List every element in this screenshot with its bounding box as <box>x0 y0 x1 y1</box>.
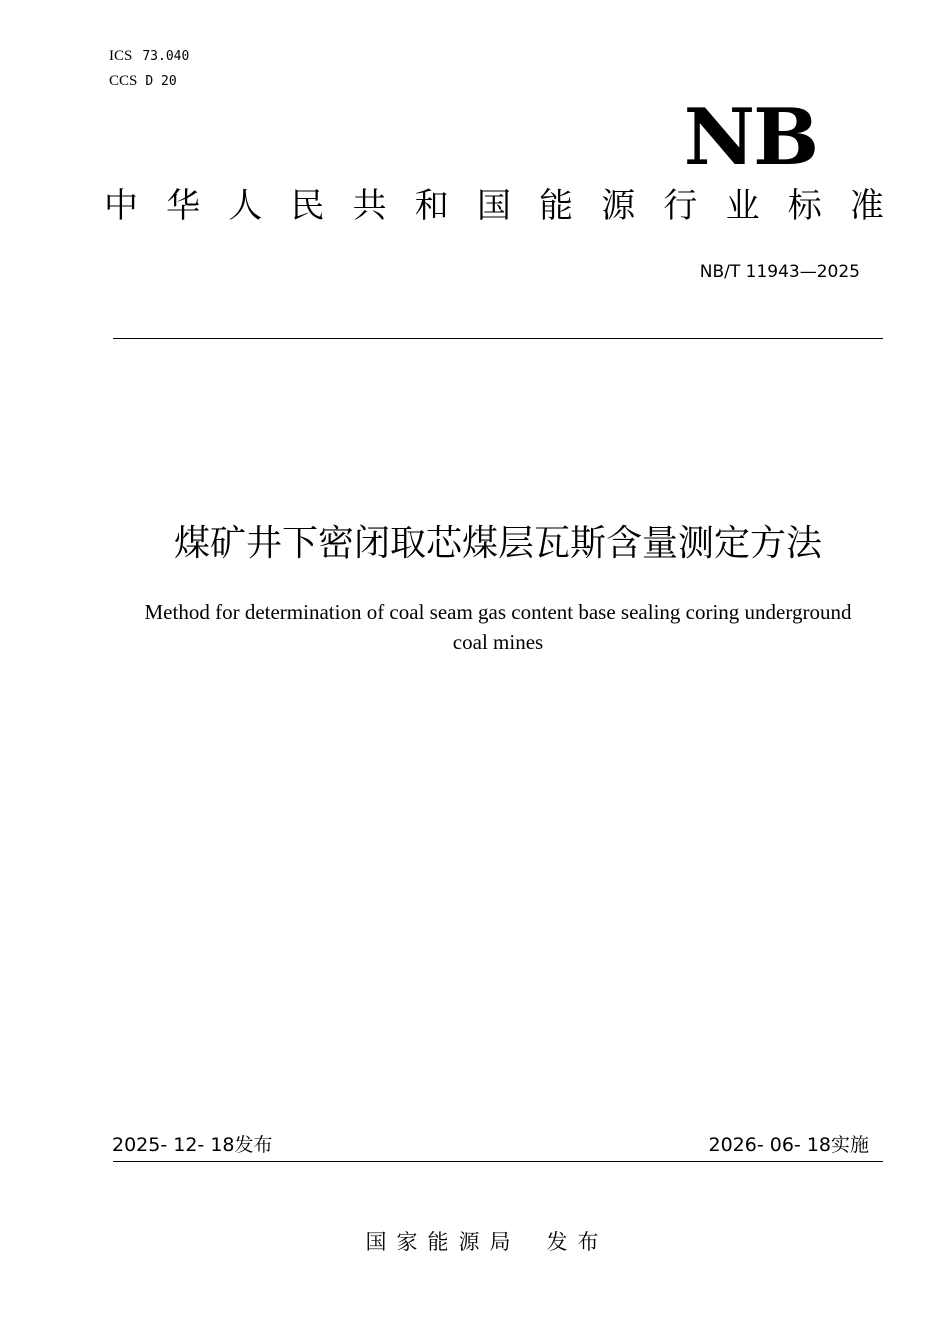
classification-codes <box>109 44 189 94</box>
nb-logo: NB <box>683 92 817 183</box>
ccs-label: CCS <box>109 73 138 89</box>
standard-title-char: 业 <box>725 186 760 226</box>
publisher-line <box>0 1226 950 1258</box>
ccs-value: D 20 <box>145 74 177 89</box>
document-title-en <box>100 597 896 657</box>
standard-title-char: 行 <box>663 186 698 226</box>
ics-row <box>109 44 189 69</box>
issue-date: 2025- 12- 18发布 <box>112 1134 273 1156</box>
implementation-date: 2026- 06- 18实施 <box>708 1134 869 1156</box>
standard-title-char: 准 <box>849 186 884 226</box>
standard-title-char: 共 <box>352 186 387 226</box>
standard-title-char: 中 <box>104 186 138 226</box>
standard-title-char: 国 <box>476 186 511 226</box>
standard-title-char: 人 <box>228 186 263 226</box>
publisher-action: 发布 <box>546 1230 609 1254</box>
ics-value: 73.040 <box>142 49 190 64</box>
document-title-en-line2: coal mines <box>452 630 544 654</box>
standard-title-char: 源 <box>601 186 636 226</box>
standard-category-title <box>104 182 884 230</box>
document-title-en-line1: Method for determination of coal seam gas content base sealing coring underground <box>144 600 852 624</box>
footer-divider <box>113 1161 883 1162</box>
standard-number: NB/T 11943—2025 <box>699 262 860 282</box>
publisher-name: 国家能源局 <box>365 1230 521 1254</box>
ccs-row <box>109 69 189 94</box>
standard-title-char: 标 <box>787 186 822 226</box>
standard-title-char: 能 <box>539 186 574 226</box>
standard-title-char: 和 <box>414 186 449 226</box>
standard-title-char: 民 <box>290 186 325 226</box>
document-title-cn: 煤矿井下密闭取芯煤层瓦斯含量测定方法 <box>173 523 822 564</box>
standard-title-char: 华 <box>166 186 201 226</box>
ics-label: ICS <box>109 48 133 64</box>
header-divider <box>113 338 883 339</box>
